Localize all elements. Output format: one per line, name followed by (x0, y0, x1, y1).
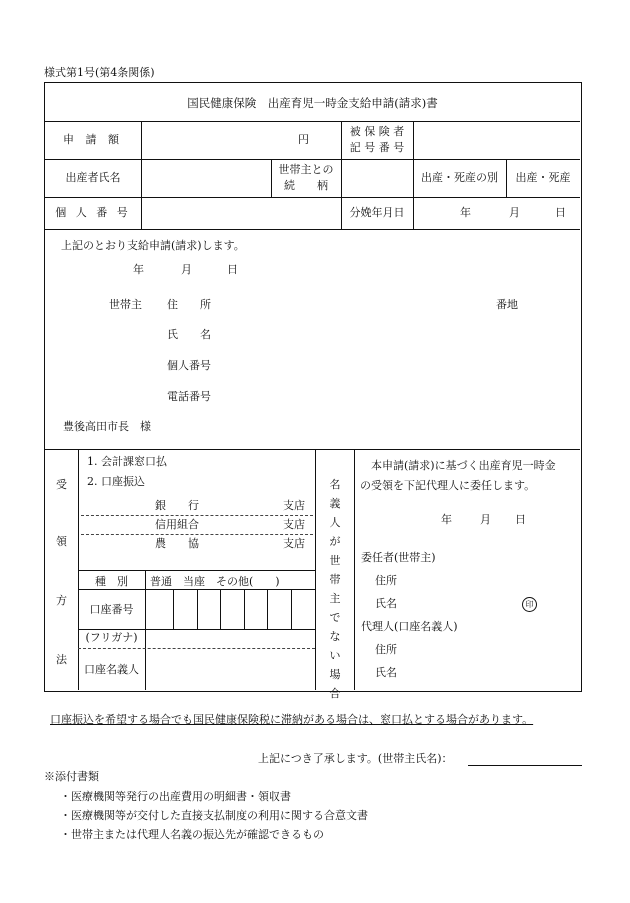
credit-union-label: 信用組合 (155, 518, 199, 531)
phone-label: 電話番号 (167, 390, 211, 403)
divider (413, 121, 414, 159)
mynumber-label: 個 人 番 号 (55, 206, 131, 219)
delegation-vertical-label: 名義人が世帯主でない場合 (329, 478, 341, 700)
birth-type-label: 出産・死産の別 (421, 171, 498, 184)
form-id: 様式第1号(第4条関係) (44, 66, 155, 79)
bank-label: 銀 行 (155, 499, 199, 512)
amount-label: 申 請 額 (63, 133, 123, 146)
divider (354, 449, 355, 690)
divider (78, 629, 315, 630)
divider (197, 589, 198, 629)
divider (141, 121, 142, 229)
branch-label: 支店 (283, 518, 305, 531)
mynumber-label: 個人番号 (167, 359, 211, 372)
option-window-payment: 1. 会計課窓口払 (87, 455, 167, 468)
option-bank-transfer: 2. 口座振込 (87, 475, 145, 488)
divider (145, 570, 146, 690)
address-label: 住 所 (167, 298, 211, 311)
principal-name-label: 氏名 (375, 597, 397, 610)
agent-address-label: 住所 (375, 643, 397, 656)
divider (78, 648, 315, 649)
attachment-item: ・医療機関等が交付した直接支払制度の利用に関する合意文書 (60, 809, 368, 822)
receipt-method-label: 領 (56, 535, 67, 548)
birth-person-label: 出産者氏名 (65, 171, 121, 184)
application-form (44, 82, 582, 700)
insured-label: 記 号 番 号 (349, 141, 405, 154)
branch-label: 支店 (283, 537, 305, 550)
addressee: 豊後高田市長 様 (63, 420, 151, 433)
receipt-method-label: 法 (56, 653, 67, 666)
divider (173, 589, 174, 629)
amount-unit: 円 (298, 133, 309, 146)
householder-label: 世帯主 (109, 298, 142, 311)
delivery-date-label: 分娩年月日 (349, 206, 405, 219)
divider (341, 159, 342, 197)
agent-label: 代理人(口座名義人) (361, 620, 458, 633)
furigana-label: (フリガナ) (85, 631, 138, 644)
divider (45, 449, 580, 450)
relation-label: 続 柄 (284, 179, 328, 192)
divider (45, 159, 580, 160)
month-label: 月 (509, 206, 520, 219)
divider (220, 589, 221, 629)
divider (45, 121, 580, 122)
day-label: 日 (227, 263, 238, 276)
divider (81, 515, 313, 516)
name-label: 氏 名 (167, 328, 211, 341)
consent-label: 上記につき了承します。(世帯主氏名)： (258, 752, 453, 765)
receipt-method-label: 方 (56, 594, 67, 607)
account-type-options: 普通 当座 その他( ) (150, 575, 280, 588)
form-title: 国民健康保険 出産育児一時金支給申請(請求)書 (187, 96, 438, 110)
delegation-text: の受領を下記代理人に委任します。 (360, 479, 536, 492)
birth-type-value: 出産・死産 (515, 171, 571, 184)
year-label: 年 (441, 513, 452, 526)
agent-name-label: 氏名 (375, 666, 397, 679)
relation-label: 世帯主との (278, 163, 334, 176)
month-label: 月 (480, 513, 491, 526)
day-label: 日 (515, 513, 526, 526)
divider (78, 570, 315, 571)
account-type-label: 種 別 (95, 575, 128, 588)
year-label: 年 (133, 263, 144, 276)
divider (291, 589, 292, 629)
seal-icon: 印 (522, 597, 537, 612)
divider (244, 589, 245, 629)
insured-label: 被 保 険 者 (349, 125, 405, 138)
divider (315, 449, 316, 690)
agri-coop-label: 農 協 (155, 537, 199, 550)
householder-signature-field[interactable] (468, 765, 582, 766)
divider (267, 589, 268, 629)
year-label: 年 (460, 206, 471, 219)
account-holder-label: 口座名義人 (84, 663, 139, 676)
attachment-item: ・世帯主または代理人名義の振込先が確認できるもの (60, 828, 324, 841)
divider (413, 197, 414, 229)
principal-address-label: 住所 (375, 574, 397, 587)
principal-label: 委任者(世帯主) (361, 551, 436, 564)
receipt-method-label: 受 (56, 478, 67, 491)
month-label: 月 (181, 263, 192, 276)
account-number-label: 口座番号 (89, 603, 134, 616)
banchi-label: 番地 (496, 298, 518, 311)
divider (45, 229, 580, 230)
branch-label: 支店 (283, 499, 305, 512)
divider (45, 197, 580, 198)
application-statement: 上記のとおり支給申請(請求)します。 (61, 239, 245, 252)
divider (81, 534, 313, 535)
transfer-notice: 口座振込を希望する場合でも国民健康保険税に滞納がある場合は、窓口払とする場合があります。 (50, 713, 534, 726)
day-label: 日 (555, 206, 566, 219)
attachment-item: ・医療機関等発行の出産費用の明細書・領収書 (60, 790, 291, 803)
delegation-text: 本申請(請求)に基づく出産育児一時金 (371, 459, 556, 472)
attachments-heading: ※添付書類 (44, 770, 99, 783)
